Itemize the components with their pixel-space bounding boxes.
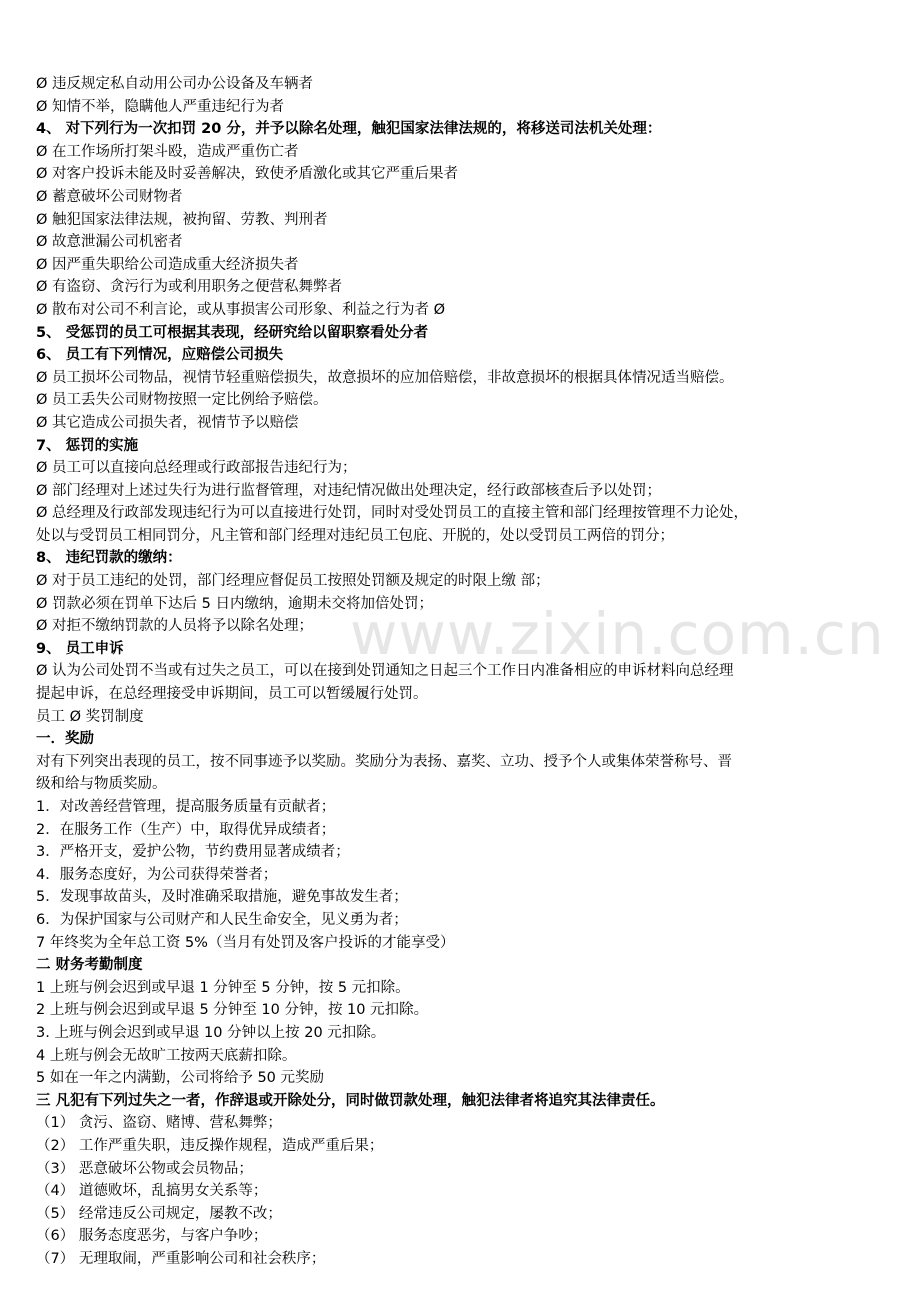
text-line: （4） 道德败坏，乱搞男女关系等； [36, 1183, 268, 1200]
section-heading: 9、 员工申诉 [36, 640, 124, 657]
text-line: Ø 有盗窃、贪污行为或利用职务之便营私舞弊者 [36, 279, 343, 296]
text-line: （5） 经常违反公司规定，屡教不改； [36, 1205, 282, 1222]
text-line: 3．严格开支，爱护公物，节约费用显著成绩者； [36, 844, 350, 861]
document-body [36, 73, 886, 1270]
text-line: Ø 罚款必须在罚单下达后 5 日内缴纳，逾期未交将加倍处罚； [36, 595, 433, 612]
text-line: 级和给与物质奖励。 [36, 776, 167, 793]
section-heading: 三 凡犯有下列过失之一者，作辞退或开除处分，同时做罚款处理，触犯法律者将追究其法律责任。 [36, 1092, 665, 1109]
text-line: Ø 员工可以直接向总经理或行政部报告违纪行为； [36, 460, 357, 477]
text-line: 4．服务态度好，为公司获得荣誉者； [36, 866, 278, 883]
text-line: Ø 其它造成公司损失者，视情节予以赔偿 [36, 414, 299, 431]
text-line: 2．在服务工作（生产）中，取得优异成绩者； [36, 821, 336, 838]
text-line: （1） 贪污、盗窃、赌博、营私舞弊； [36, 1115, 282, 1132]
text-line: 7 年终奖为全年总工资 5%（当月有处罚及客户投诉的才能享受） [36, 934, 455, 951]
text-line: 处以与受罚员工相同罚分，凡主管和部门经理对违纪员工包庇、开脱的，处以受罚员工两倍的罚分； [36, 527, 674, 544]
text-line: 1 上班与例会迟到或早退 1 分钟至 5 分钟，按 5 元扣除。 [36, 979, 410, 996]
section-heading: 二 财务考勤制度 [36, 957, 143, 974]
text-line: Ø 违反规定私自动用公司办公设备及车辆者 [36, 76, 314, 92]
text-line: Ø 触犯国家法律法规，被拘留、劳教、判刑者 [36, 211, 328, 228]
text-line: Ø 部门经理对上述过失行为进行监督管理，对违纪情况做出处理决定，经行政部核查后予以处罚； [36, 482, 662, 499]
section-heading: 8、 违纪罚款的缴纳： [36, 550, 182, 567]
text-line: 2 上班与例会迟到或早退 5 分钟至 10 分钟，按 10 元扣除。 [36, 1002, 429, 1019]
text-line: 6．为保护国家与公司财产和人民生命安全，见义勇为者； [36, 911, 408, 928]
text-line: Ø 知情不举，隐瞒他人严重违纪行为者 [36, 98, 285, 115]
text-line: Ø 员工丢失公司财物按照一定比例给予赔偿。 [36, 392, 328, 409]
text-line: Ø 对客户投诉未能及时妥善解决，致使矛盾激化或其它严重后果者 [36, 166, 459, 183]
text-line: Ø 在工作场所打架斗殴，造成严重伤亡者 [36, 143, 299, 160]
text-line: （2） 工作严重失职，违反操作规程，造成严重后果； [36, 1137, 384, 1154]
watermark: www.zixin.com.cn [350, 600, 885, 668]
text-line: Ø 因严重失职给公司造成重大经济损失者 [36, 256, 299, 273]
section-heading: 6、 员工有下列情况，应赔偿公司损失 [36, 347, 284, 364]
text-line: 员工 Ø 奖罚制度 [36, 708, 144, 725]
section-heading: 7、 惩罚的实施 [36, 437, 139, 454]
section-heading: 一．奖励 [36, 731, 94, 748]
text-line: 4 上班与例会无故旷工按两天底薪扣除。 [36, 1047, 297, 1064]
text-line: （6） 服务态度恶劣，与客户争吵； [36, 1228, 268, 1245]
text-line: 5 如在一年之内满勤，公司将给予 50 元奖励 [36, 1070, 325, 1087]
text-line: 1．对改善经营管理，提高服务质量有贡献者； [36, 799, 336, 815]
text-line: （3） 恶意破坏公物或会员物品； [36, 1160, 253, 1177]
text-line: Ø 对拒不缴纳罚款的人员将予以除名处理； [36, 618, 314, 635]
text-line: 提起申诉，在总经理接受申诉期间，员工可以暂缓履行处罚。 [36, 686, 428, 703]
text-line: 3. 上班与例会迟到或早退 10 分钟以上按 20 元扣除。 [36, 1024, 386, 1041]
text-line: Ø 总经理及行政部发现违纪行为可以直接进行处罚，同时对受处罚员工的直接主管和部门经理按管理不力论处， [36, 505, 749, 522]
text-line: Ø 散布对公司不利言论，或从事损害公司形象、利益之行为者 Ø [36, 301, 446, 318]
text-line: Ø 员工损坏公司物品，视情节轻重赔偿损失，故意损坏的应加倍赔偿，非故意损坏的根据具体情况适当赔偿。 [36, 369, 734, 386]
text-line: Ø 认为公司处罚不当或有过失之员工，可以在接到处罚通知之日起三个工作日内准备相应的申诉材料向总经理 [36, 663, 734, 680]
text-line: （7） 无理取闹，严重影响公司和社会秩序； [36, 1250, 326, 1267]
text-line: 对有下列突出表现的员工，按不同事迹予以奖励。奖励分为表扬、嘉奖、立功、授予个人或集体荣誉称号、晋 [36, 753, 732, 770]
section-heading: 4、 对下列行为一次扣罚 20 分，并予以除名处理，触犯国家法律法规的，将移送司法机关处理： [36, 121, 662, 138]
text-line: 5．发现事故苗头，及时准确采取措施，避免事故发生者； [36, 889, 408, 906]
text-line: Ø 蓄意破坏公司财物者 [36, 188, 183, 205]
text-line: Ø 对于员工违纪的处罚，部门经理应督促员工按照处罚额及规定的时限上缴 部； [36, 573, 550, 590]
section-heading: 5、 受惩罚的员工可根据其表现，经研究给以留职察看处分者 [36, 324, 429, 341]
text-line: Ø 故意泄漏公司机密者 [36, 234, 183, 251]
